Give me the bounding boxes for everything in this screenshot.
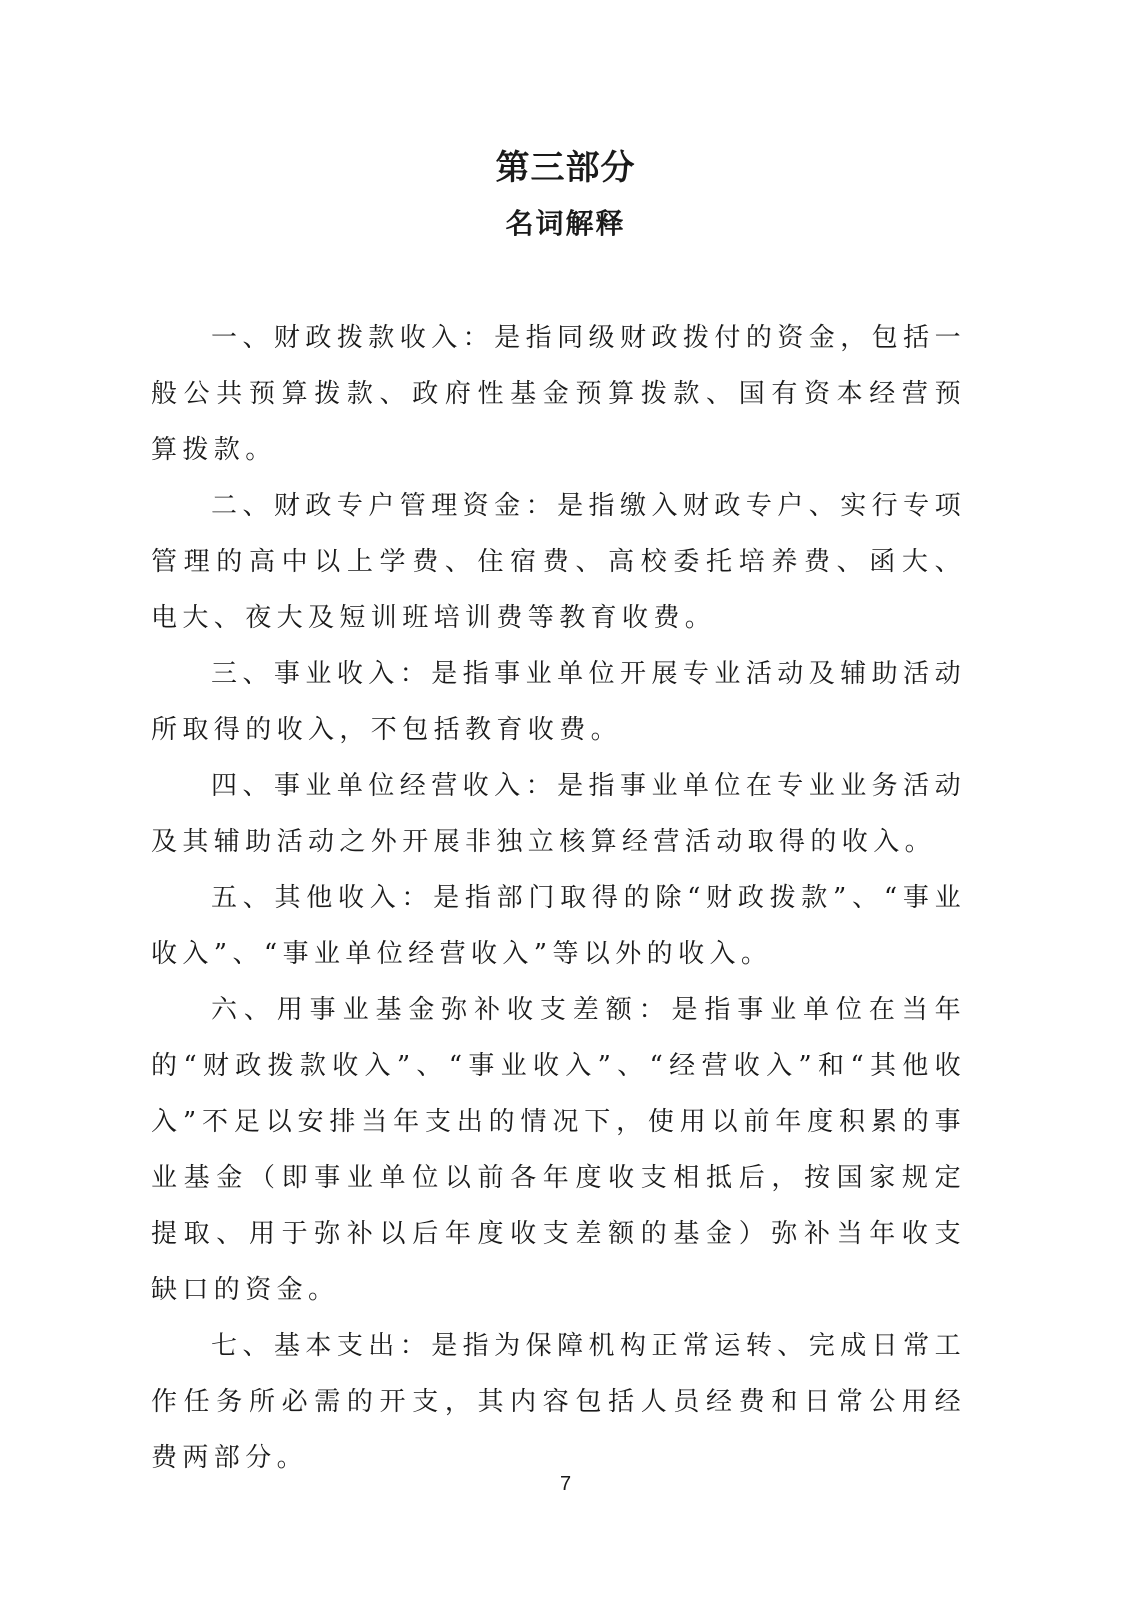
definition-paragraph: 一、财政拨款收入：是指同级财政拨付的资金，包括一般公共预算拨款、政府性基金预算拨款、国有资本经营预算拨款。 — [151, 323, 966, 465]
definition-paragraph: 五、其他收入：是指部门取得的除“财政拨款”、“事业收入”、“事业单位经营收入”等以外的收入。 — [151, 883, 966, 969]
definition-paragraph: 四、事业单位经营收入：是指事业单位在专业业务活动及其辅助活动之外开展非独立核算经营活动取得的收入。 — [151, 771, 966, 857]
section-subtitle: 名词解释 — [505, 207, 626, 240]
definitions-body — [151, 310, 966, 1486]
definition-paragraph: 三、事业收入：是指事业单位开展专业活动及辅助活动所取得的收入，不包括教育收费。 — [151, 659, 966, 745]
definition-paragraph: 六、用事业基金弥补收支差额：是指事业单位在当年的“财政拨款收入”、“事业收入”、“经营收入”和“其他收入”不足以安排当年支出的情况下，使用以前年度积累的事业基金（即事业单位以前各年度收支相抵后，按国家规定提取、用于弥补以后年度收支差额的基金）弥补当年收支缺口的资金。 — [151, 995, 966, 1305]
definition-paragraph: 七、基本支出：是指为保障机构正常运转、完成日常工作任务所必需的开支，其内容包括人员经费和日常公用经费两部分。 — [151, 1331, 966, 1473]
section-title: 第三部分 — [495, 148, 636, 188]
definition-paragraph: 二、财政专户管理资金：是指缴入财政专户、实行专项管理的高中以上学费、住宿费、高校委托培养费、函大、电大、夜大及短训班培训费等教育收费。 — [151, 491, 966, 633]
page-number: 7 — [559, 1473, 572, 1495]
